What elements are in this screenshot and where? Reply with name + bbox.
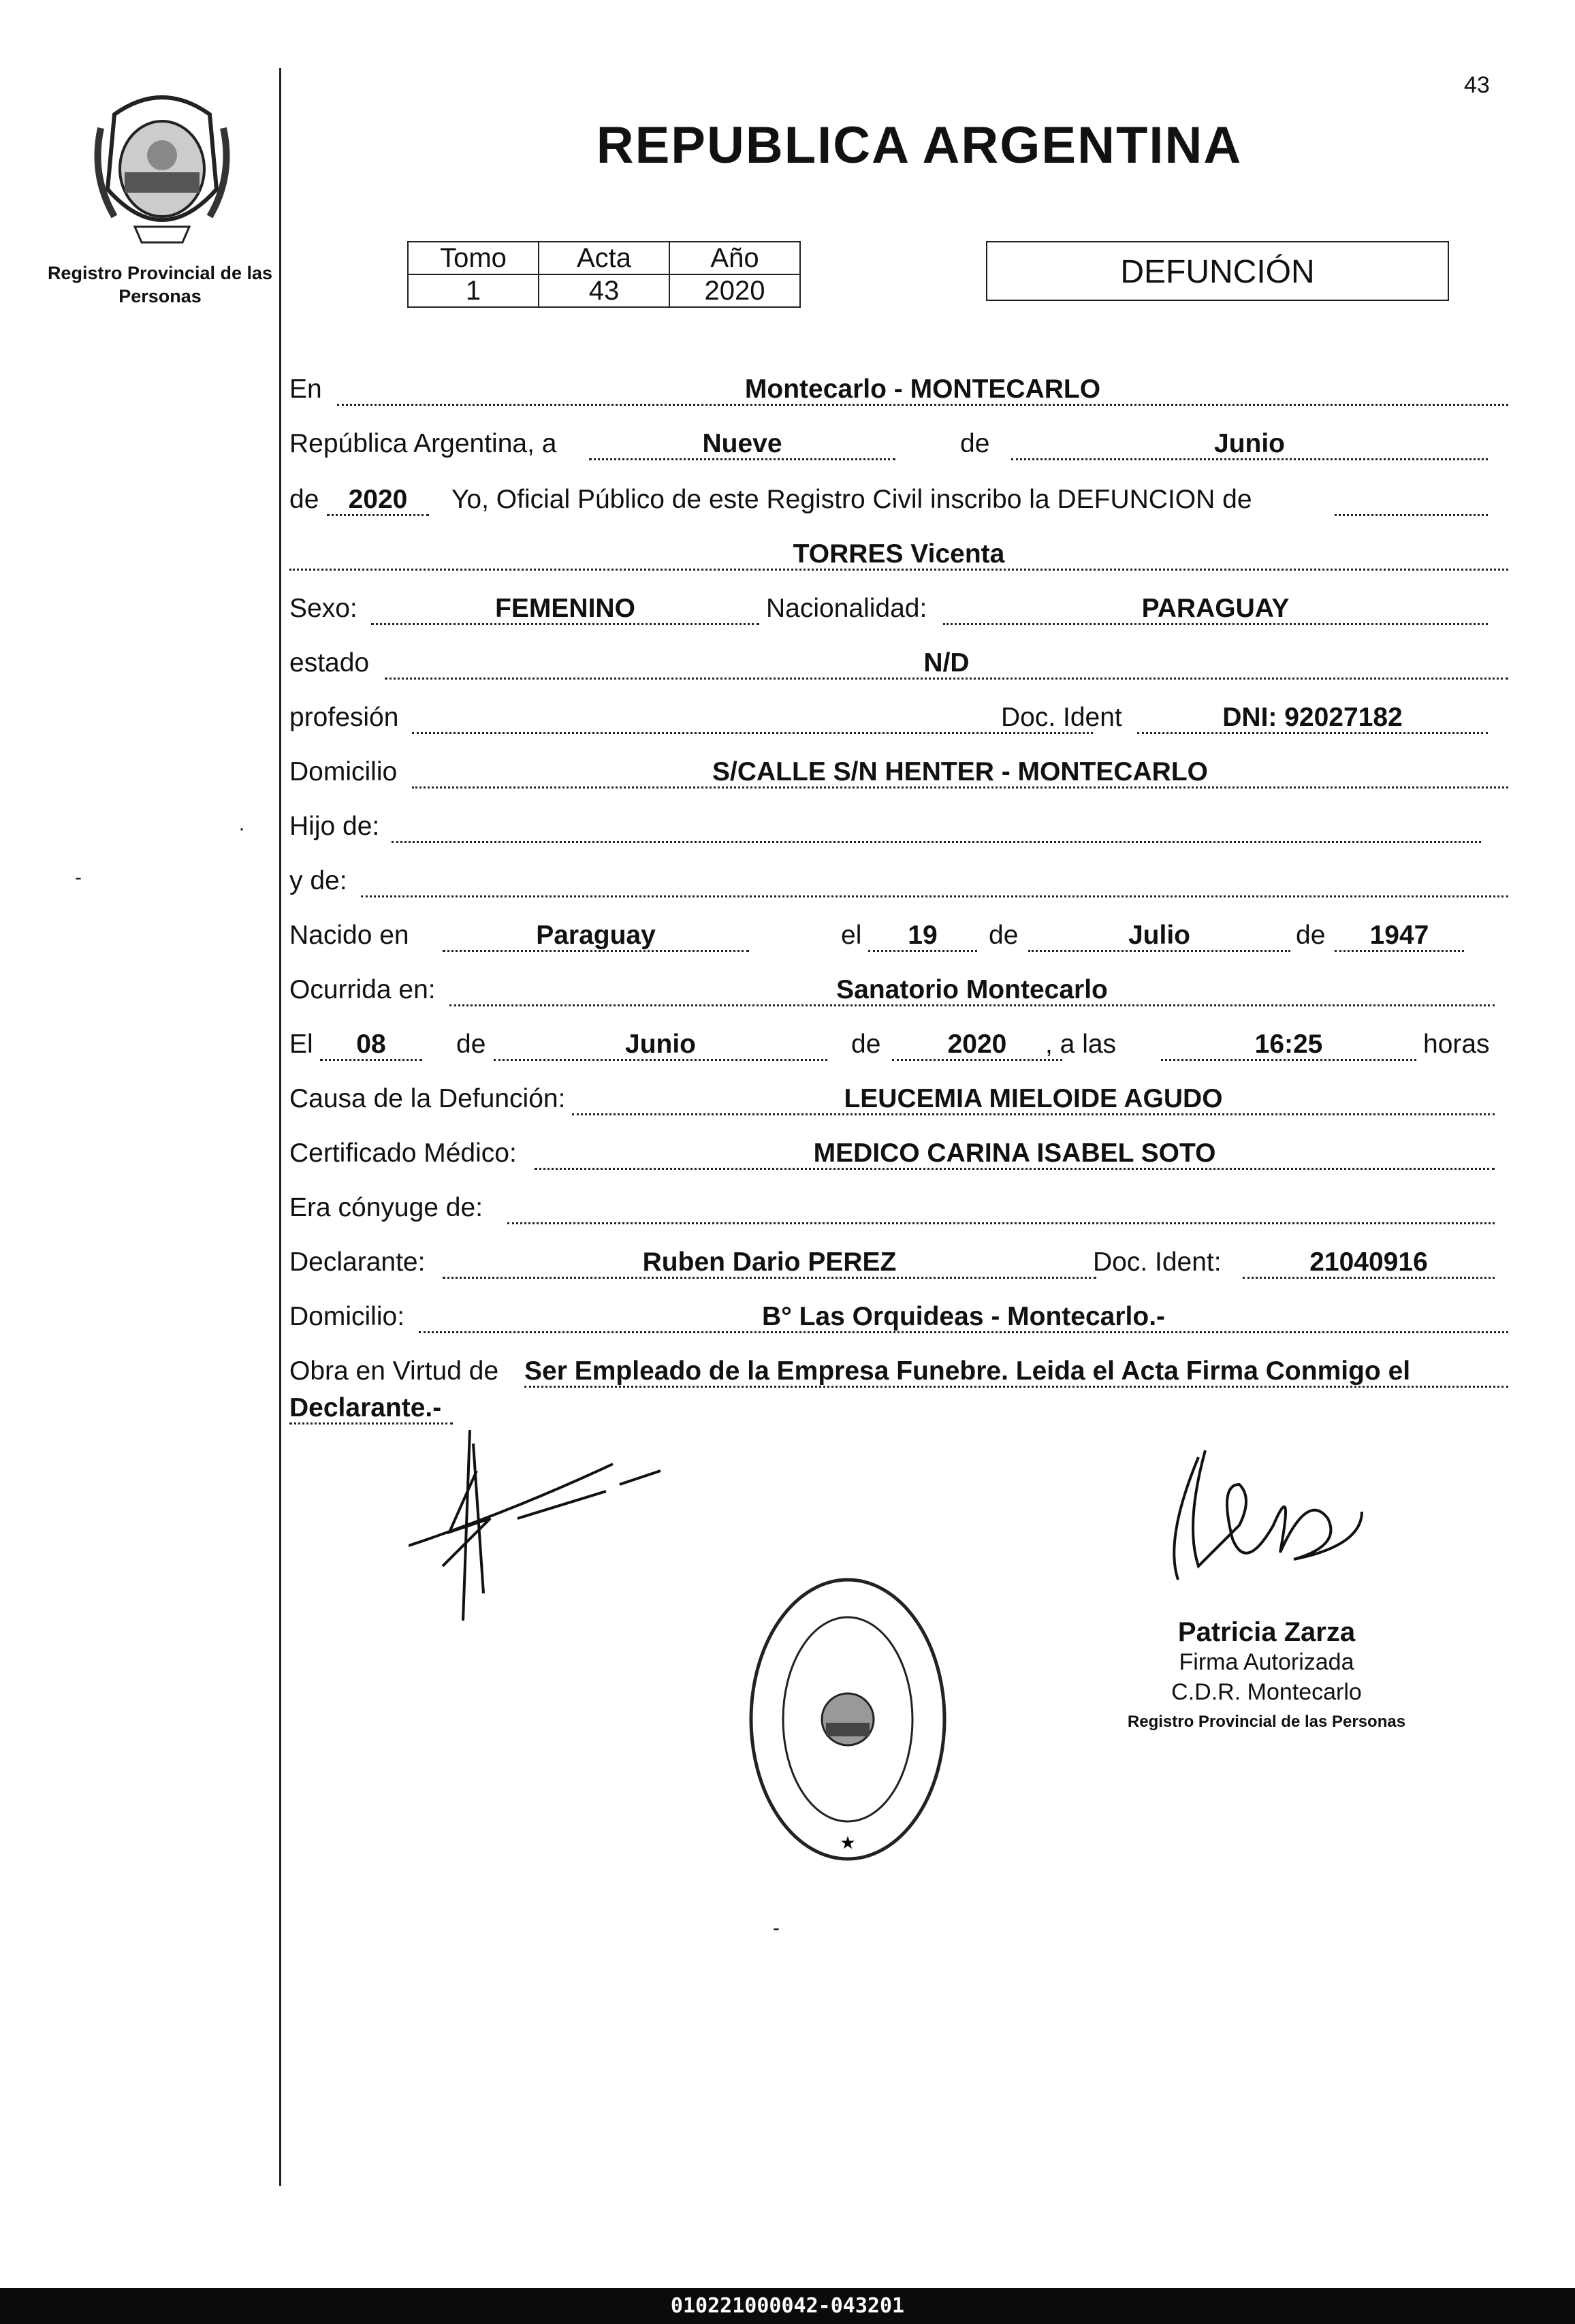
label-doc-ident: Doc. Ident xyxy=(1001,703,1122,732)
label-obra: Obra en Virtud de xyxy=(289,1356,499,1386)
label-de-5: de xyxy=(456,1030,486,1059)
row-profesion xyxy=(289,696,1508,737)
value-estado: N/D xyxy=(923,648,970,678)
label-domicilio-2: Domicilio: xyxy=(289,1302,405,1331)
label-certificado: Certificado Médico: xyxy=(289,1139,517,1168)
label-nacido-en: Nacido en xyxy=(289,921,409,950)
label-doc-ident-2: Doc. Ident: xyxy=(1093,1247,1222,1277)
declarant-signature xyxy=(409,1430,667,1634)
scan-speck: - xyxy=(75,866,82,889)
value-declarante: Ruben Dario PEREZ xyxy=(642,1247,897,1277)
row-causa xyxy=(289,1077,1508,1118)
value-mes-inscripcion: Junio xyxy=(1214,429,1285,458)
label-de-6: de xyxy=(851,1030,881,1059)
label-y-de: y de: xyxy=(289,866,347,895)
value-anio-inscripcion: 2020 xyxy=(348,485,408,514)
label-yo: Yo, Oficial Público de este Registro Civil inscribo la DEFUNCION de xyxy=(451,485,1252,514)
row-certificado xyxy=(289,1132,1508,1173)
value-doc-ident: DNI: 92027182 xyxy=(1222,703,1403,732)
value-obra-line1: Ser Empleado de la Empresa Funebre. Leida el Acta Firma Conmigo el xyxy=(524,1356,1411,1386)
record-type: DEFUNCIÓN xyxy=(986,241,1449,301)
value-declarante-doc: 21040916 xyxy=(1309,1247,1428,1277)
reference-table xyxy=(407,241,801,308)
row-obra-2 xyxy=(289,1386,1508,1427)
margin-rule xyxy=(279,68,281,2186)
tomo-label: Tomo xyxy=(408,242,539,274)
label-en: En xyxy=(289,375,322,404)
page-number: 43 xyxy=(1464,72,1490,98)
signer-name: Patricia Zarza xyxy=(1177,1617,1356,1647)
label-sexo: Sexo: xyxy=(289,594,357,623)
label-nacionalidad: Nacionalidad: xyxy=(766,594,927,623)
value-ocurrida-en: Sanatorio Montecarlo xyxy=(836,975,1108,1004)
officer-signature xyxy=(1158,1444,1375,1600)
row-nacimiento xyxy=(289,914,1508,955)
anio-value: 2020 xyxy=(669,274,800,307)
row-conyuge xyxy=(289,1186,1508,1227)
label-el-upper: El xyxy=(289,1030,313,1059)
official-stamp xyxy=(746,1573,950,1866)
acta-value: 43 xyxy=(539,274,669,307)
value-causa: LEUCEMIA MIELOIDE AGUDO xyxy=(844,1084,1223,1113)
row-fallecido xyxy=(289,532,1508,573)
label-de: de xyxy=(960,429,990,458)
page-title: REPUBLICA ARGENTINA xyxy=(596,116,1243,174)
value-domicilio: S/CALLE S/N HENTER - MONTECARLO xyxy=(712,757,1208,786)
value-nacido-en: Paraguay xyxy=(536,921,656,950)
label-ocurrida-en: Ocurrida en: xyxy=(289,975,436,1004)
acta-label: Acta xyxy=(539,242,669,274)
value-hora: 16:25 xyxy=(1254,1030,1323,1059)
row-hijo-de xyxy=(289,805,1508,846)
value-fallecido: TORRES Vicenta xyxy=(793,539,1005,569)
label-republica: República Argentina, a xyxy=(289,429,557,458)
signer-block xyxy=(1076,1617,1457,1737)
value-declarante-domicilio: B° Las Orquideas - Montecarlo.- xyxy=(761,1302,1166,1331)
value-defuncion-dia: 08 xyxy=(356,1030,386,1059)
label-de-2: de xyxy=(289,485,319,514)
label-horas: horas xyxy=(1423,1030,1490,1059)
row-estado xyxy=(289,641,1508,682)
label-de-4: de xyxy=(1296,921,1326,950)
row-declarante-domicilio xyxy=(289,1295,1508,1336)
row-obra xyxy=(289,1350,1508,1390)
row-declarante xyxy=(289,1241,1508,1282)
value-nacionalidad: PARAGUAY xyxy=(1141,594,1290,623)
registry-caption: Registro Provincial de las Personas xyxy=(47,263,273,306)
label-de-3: de xyxy=(989,921,1019,950)
signer-registry: Registro Provincial de las Personas xyxy=(1127,1713,1406,1731)
scan-speck: - xyxy=(773,1917,780,1939)
label-profesion: profesión xyxy=(289,703,399,732)
value-nacimiento-anio: 1947 xyxy=(1369,921,1429,950)
coat-of-arms-icon xyxy=(87,87,237,251)
value-defuncion-anio: 2020 xyxy=(947,1030,1007,1059)
row-fecha-inscripcion xyxy=(289,422,1508,463)
label-declarante: Declarante: xyxy=(289,1247,426,1277)
label-causa: Causa de la Defunción: xyxy=(289,1084,566,1113)
row-oficial xyxy=(289,478,1508,519)
signer-office: C.D.R. Montecarlo xyxy=(1171,1679,1362,1705)
value-certificado: MEDICO CARINA ISABEL SOTO xyxy=(813,1139,1216,1168)
value-sexo: FEMENINO xyxy=(495,594,635,623)
label-hijo-de: Hijo de: xyxy=(289,812,380,841)
value-defuncion-mes: Junio xyxy=(625,1030,696,1059)
tomo-value: 1 xyxy=(408,274,539,307)
label-conyuge: Era cónyuge de: xyxy=(289,1193,483,1222)
row-lugar xyxy=(289,368,1508,409)
label-domicilio: Domicilio xyxy=(289,757,398,786)
row-sexo xyxy=(289,587,1508,628)
value-obra-line2: Declarante.- xyxy=(289,1393,442,1422)
row-ocurrida-en xyxy=(289,968,1508,1009)
signer-role: Firma Autorizada xyxy=(1179,1649,1354,1675)
row-fecha-defuncion xyxy=(289,1023,1508,1064)
value-nacimiento-dia: 19 xyxy=(908,921,938,950)
svg-text:★: ★ xyxy=(840,1833,856,1853)
value-lugar: Montecarlo - MONTECARLO xyxy=(744,375,1101,404)
label-el: el xyxy=(841,921,862,950)
row-y-de xyxy=(289,859,1508,900)
anio-label: Año xyxy=(669,242,800,274)
value-nacimiento-mes: Julio xyxy=(1128,921,1190,950)
row-domicilio xyxy=(289,750,1508,791)
value-dia-inscripcion: Nueve xyxy=(702,429,782,458)
label-estado: estado xyxy=(289,648,370,678)
scan-speck: · xyxy=(238,817,245,840)
label-a-las: , a las xyxy=(1045,1030,1117,1059)
scan-footer-code: 010221000042-043201 xyxy=(0,2288,1575,2324)
